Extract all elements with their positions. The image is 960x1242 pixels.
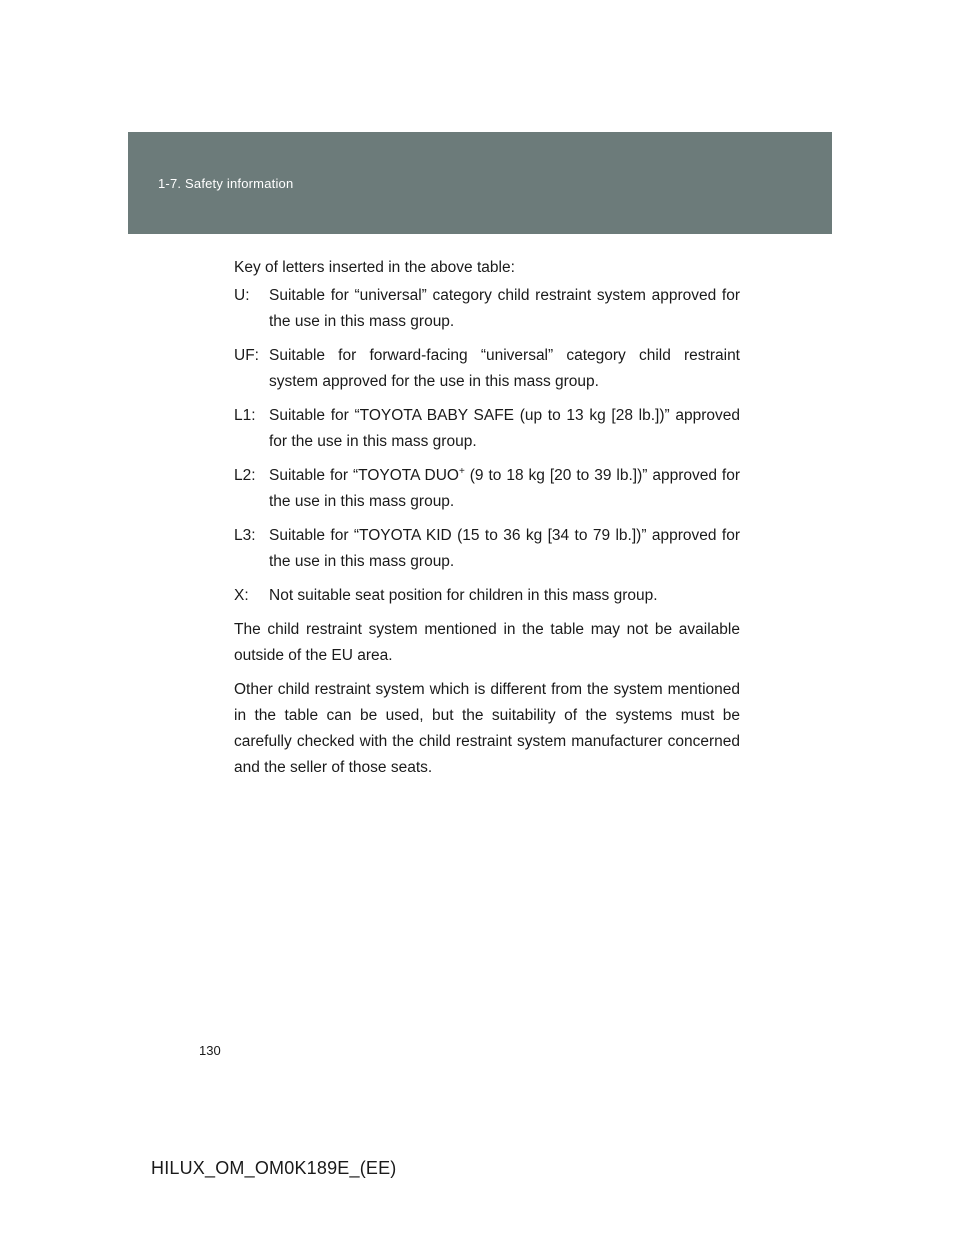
- key-code: L3:: [234, 527, 256, 544]
- page-content: [234, 255, 740, 789]
- key-code: U:: [234, 287, 250, 304]
- key-item-l3: [234, 523, 740, 575]
- key-list: [234, 283, 740, 609]
- key-description: Suitable for “universal” category child restraint system approved for the use in this mass group.: [269, 287, 740, 330]
- key-item-x: [234, 583, 740, 609]
- key-intro: Key of letters inserted in the above table:: [234, 259, 515, 276]
- section-header-band: [128, 132, 832, 234]
- key-item-uf: [234, 343, 740, 395]
- key-description: Not suitable seat position for children in this mass group.: [269, 587, 658, 604]
- key-item-l2: [234, 463, 740, 515]
- suitability-paragraph: Other child restraint system which is different from the system mentioned in the table can be used, but the suitability of the systems must be carefully checked with the child restraint system manufacturer concerned and the seller of those seats.: [234, 681, 740, 776]
- key-description: Suitable for “TOYOTA BABY SAFE (up to 13 kg [28 lb.])” approved for the use in this mass group.: [269, 407, 740, 450]
- key-description-part: (9 to 18 kg [20 to 39 lb.])” approved for the use in this mass group.: [269, 467, 740, 510]
- key-item-u: [234, 283, 740, 335]
- key-item-l1: [234, 403, 740, 455]
- availability-paragraph: The child restraint system mentioned in the table may not be available outside of the EU area.: [234, 621, 740, 664]
- document-code: HILUX_OM_OM0K189E_(EE): [151, 1158, 397, 1178]
- key-description-part: Suitable for “TOYOTA DUO: [269, 467, 459, 484]
- key-code: X:: [234, 587, 249, 604]
- key-description: Suitable for “TOYOTA KID (15 to 36 kg [34 to 79 lb.])” approved for the use in this mass group.: [269, 527, 740, 570]
- superscript-plus: +: [458, 465, 465, 477]
- page-number: 130: [199, 1043, 221, 1058]
- key-code: UF:: [234, 347, 259, 364]
- section-title: 1-7. Safety information: [158, 176, 294, 191]
- key-code: L1:: [234, 407, 256, 424]
- key-code: L2:: [234, 467, 256, 484]
- key-description: [269, 463, 740, 515]
- key-description: Suitable for forward-facing “universal” category child restraint system approved for the use in this mass group.: [269, 347, 740, 390]
